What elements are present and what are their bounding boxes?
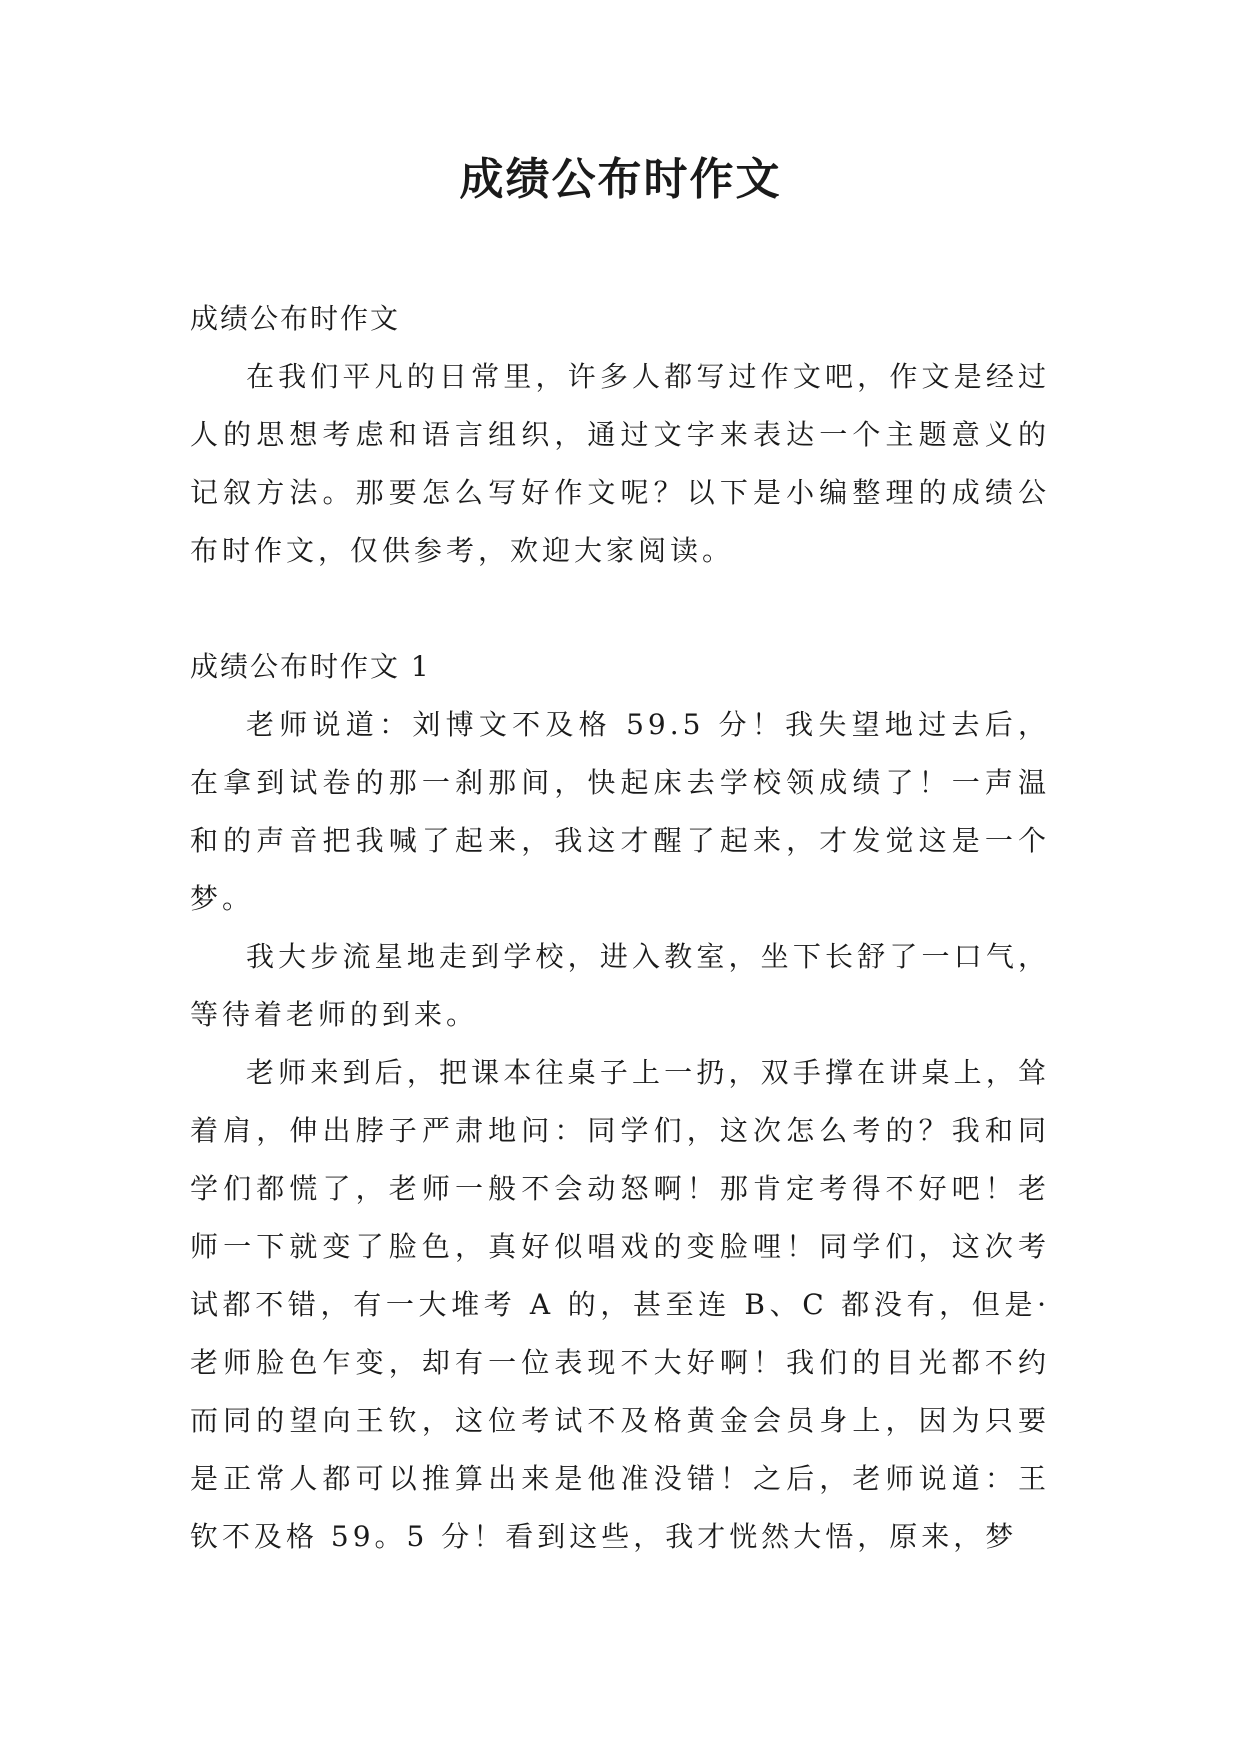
document-body [190,290,1050,1566]
section1-paragraph: 我大步流星地走到学校，进入教室，坐下长舒了一口气，等待着老师的到来。 [190,940,1050,1031]
section-spacer [190,580,1050,638]
intro-heading: 成绩公布时作文 [190,302,401,335]
document-title: 成绩公布时作文 [459,154,782,205]
section1-heading: 成绩公布时作文 1 [190,650,431,683]
intro-paragraph: 在我们平凡的日常里，许多人都写过作文吧，作文是经过人的思想考虑和语言组织，通过文字来表达一个主题意义的记叙方法。那要怎么写好作文呢？以下是小编整理的成绩公布时作文，仅供参考，欢迎大家阅读。 [190,360,1050,567]
section1-paragraph: 老师说道：刘博文不及格 59.5 分！我失望地过去后，在拿到试卷的那一刹那间，快起床去学校领成绩了！一声温和的声音把我喊了起来，我这才醒了起来，才发觉这是一个梦。 [190,708,1050,915]
section1-paragraph: 老师来到后，把课本往桌子上一扔，双手撑在讲桌上，耸着肩，伸出脖子严肃地问：同学们，这次怎么考的？我和同学们都慌了，老师一般不会动怒啊！那肯定考得不好吧！老师一下就变了脸色，真好似唱戏的变脸哩！同学们，这次考试都不错，有一大堆考 A 的，甚至连 B、C 都没有，但是·老师脸色乍变，却有一位表现不大好啊！我们的目光都不约而同的望向王钦，这位考试不及格黄金会员身上，因为只要是正常人都可以推算出来是他准没错！之后，老师说道：王钦不及格 59。5 分！看到这些，我才恍然大悟，原来，梦 [190,1056,1050,1553]
